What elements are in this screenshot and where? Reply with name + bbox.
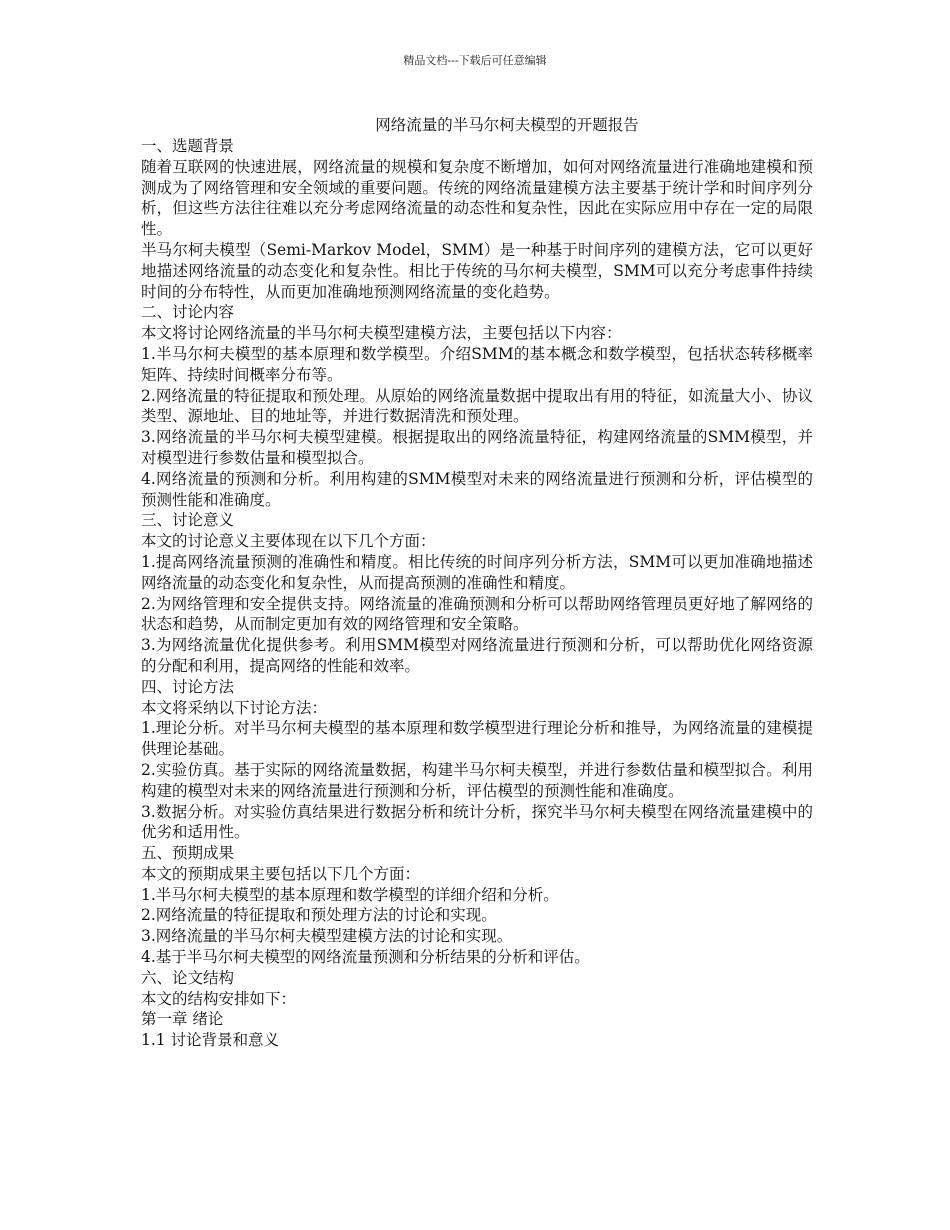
list-item: 3.为网络流量优化提供参考。利用SMM模型对网络流量进行预测和分析，可以帮助优化网络资源的分配和利用，提高网络的性能和效率。 (141, 636, 813, 675)
list-item: 1.半马尔柯夫模型的基本原理和数学模型的详细介绍和分析。 (141, 885, 559, 904)
page-header: 精品文档---下载后可任意编辑 (403, 54, 547, 67)
list-item: 2.网络流量的特征提取和预处理。从原始的网络流量数据中提取出有用的特征，如流量大小、协议类型、源地址、目的地址等，并进行数据清洗和预处理。 (141, 386, 813, 426)
subsection-heading: 1.1 讨论背景和意义 (141, 1031, 280, 1050)
document-title: 网络流量的半马尔柯夫模型的开题报告 (375, 116, 639, 134)
chapter-heading: 第一章 绪论 (141, 1010, 224, 1029)
section-heading: 一、选题背景 (141, 137, 235, 155)
section-heading: 三、讨论意义 (141, 511, 235, 530)
section-heading: 六、论文结构 (141, 968, 235, 987)
paragraph: 本文的讨论意义主要体现在以下几个方面： (141, 532, 436, 551)
list-item: 1.理论分析。对半马尔柯夫模型的基本原理和数学模型进行理论分析和推导，为网络流量的建模提供理论基础。 (141, 719, 813, 759)
paragraph: 本文将讨论网络流量的半马尔柯夫模型建模方法，主要包括以下内容： (141, 324, 622, 343)
list-item: 2.实验仿真。基于实际的网络流量数据，构建半马尔柯夫模型，并进行参数估量和模型拟合。利用构建的模型对未来的网络流量进行预测和分析，评估模型的预测性能和准确度。 (141, 760, 813, 800)
list-item: 4.网络流量的预测和分析。利用构建的SMM模型对未来的网络流量进行预测和分析，评估模型的预测性能和准确度。 (141, 469, 813, 509)
list-item: 3.数据分析。对实验仿真结果进行数据分析和统计分析，探究半马尔柯夫模型在网络流量建模中的优劣和适用性。 (141, 802, 813, 842)
list-item: 3.网络流量的半马尔柯夫模型建模方法的讨论和实现。 (141, 927, 513, 946)
list-item: 1.提高网络流量预测的准确性和精度。相比传统的时间序列分析方法，SMM可以更加准确地描述网络流量的动态变化和复杂性，从而提高预测的准确性和精度。 (141, 552, 813, 592)
section-heading: 四、讨论方法 (141, 677, 235, 696)
paragraph: 本文的预期成果主要包括以下几个方面： (141, 864, 421, 883)
paragraph: 本文将采纳以下讨论方法： (141, 698, 328, 717)
list-item: 2.为网络管理和安全提供支持。网络流量的准确预测和分析可以帮助网络管理员更好地了解网络的状态和趋势，从而制定更加有效的网络管理和安全策略。 (141, 594, 813, 634)
list-item: 1.半马尔柯夫模型的基本原理和数学模型。介绍SMM的基本概念和数学模型，包括状态转移概率矩阵、持续时间概率分布等。 (141, 344, 813, 384)
list-item: 2.网络流量的特征提取和预处理方法的讨论和实现。 (141, 906, 497, 925)
paragraph: 本文的结构安排如下： (141, 989, 297, 1008)
list-item: 3.网络流量的半马尔柯夫模型建模。根据提取出的网络流量特征，构建网络流量的SMM模型，并对模型进行参数估量和模型拟合。 (141, 428, 813, 467)
section-heading: 二、讨论内容 (141, 303, 235, 322)
document-body (141, 115, 813, 1051)
list-item: 4.基于半马尔柯夫模型的网络流量预测和分析结果的分析和评估。 (141, 948, 590, 967)
paragraph: 随着互联网的快速进展，网络流量的规模和复杂度不断增加，如何对网络流量进行准确地建模和预测成为了网络管理和安全领域的重要问题。传统的网络流量建模方法主要基于统计学和时间序列分析，但这些方法往往难以充分考虑网络流量的动态性和复杂性，因此在实际应用中存在一定的局限性。 (141, 157, 813, 239)
section-heading: 五、预期成果 (141, 844, 235, 863)
paragraph: 半马尔柯夫模型（Semi-Markov Model，SMM）是一种基于时间序列的建模方法，它可以更好地描述网络流量的动态变化和复杂性。相比于传统的马尔柯夫模型，SMM可以充分考虑事件持续时间的分布特性，从而更加准确地预测网络流量的变化趋势。 (141, 240, 813, 301)
